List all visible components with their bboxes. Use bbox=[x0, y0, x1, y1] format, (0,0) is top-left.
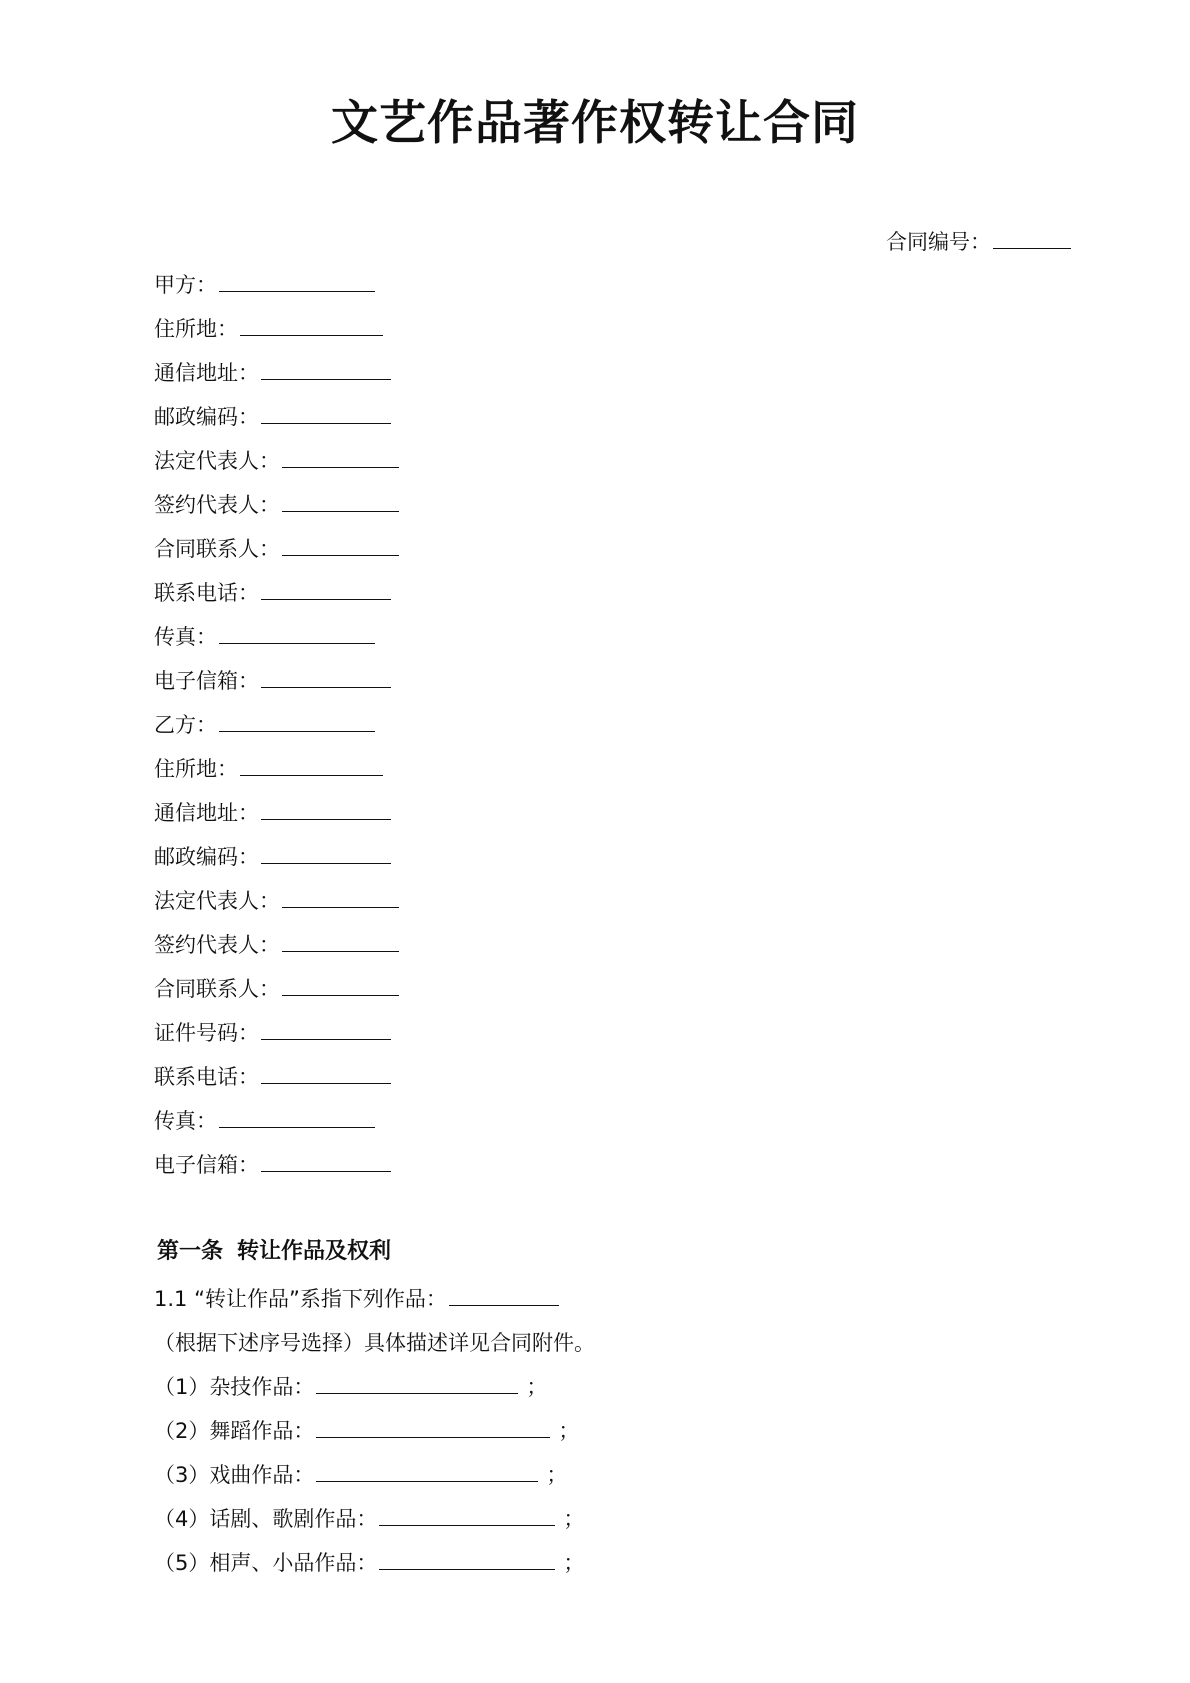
item-end: ； bbox=[526, 1375, 548, 1399]
party-a-phone-field bbox=[154, 576, 399, 620]
clause-note: （根据下述序号选择）具体描述详见合同附件。 bbox=[154, 1331, 595, 1355]
party-info-list bbox=[154, 268, 399, 1192]
fill-blank bbox=[261, 1149, 391, 1172]
contract-number-blank bbox=[993, 226, 1071, 249]
fill-blank bbox=[219, 269, 375, 292]
field-label: 邮政编码： bbox=[154, 405, 259, 429]
item-label: （1）杂技作品： bbox=[154, 1375, 315, 1399]
fill-blank bbox=[379, 1503, 555, 1526]
fill-blank bbox=[240, 753, 383, 776]
item-end: ； bbox=[563, 1507, 585, 1531]
fill-blank bbox=[449, 1283, 559, 1306]
party-b-email-field bbox=[154, 1148, 399, 1192]
party-b-legal-rep-field bbox=[154, 884, 399, 928]
party-b-id-number-field bbox=[154, 1016, 399, 1060]
fill-blank bbox=[282, 445, 399, 468]
field-label: 电子信箱： bbox=[154, 669, 259, 693]
field-label: 证件号码： bbox=[154, 1021, 259, 1045]
party-b-fax-field bbox=[154, 1104, 399, 1148]
field-label: 住所地： bbox=[154, 317, 238, 341]
item-end: ； bbox=[558, 1419, 580, 1443]
field-label: 法定代表人： bbox=[154, 449, 280, 473]
fill-blank bbox=[261, 797, 391, 820]
item-label: （5）相声、小品作品： bbox=[154, 1551, 378, 1575]
clause-1-1 bbox=[154, 1282, 595, 1326]
fill-blank bbox=[316, 1415, 550, 1438]
fill-blank bbox=[261, 841, 391, 864]
contract-number-label: 合同编号： bbox=[886, 230, 991, 254]
article-title: 转让作品及权利 bbox=[237, 1239, 392, 1264]
party-b-mailing-address-field bbox=[154, 796, 399, 840]
work-type-item bbox=[154, 1502, 595, 1546]
party-b-address-field bbox=[154, 752, 399, 796]
fill-blank bbox=[261, 401, 391, 424]
field-label: 传真： bbox=[154, 1109, 217, 1133]
field-label: 签约代表人： bbox=[154, 933, 280, 957]
fill-blank bbox=[261, 577, 391, 600]
field-label: 邮政编码： bbox=[154, 845, 259, 869]
fill-blank bbox=[282, 885, 399, 908]
fill-blank bbox=[282, 929, 399, 952]
field-label: 乙方： bbox=[154, 713, 217, 737]
field-label: 甲方： bbox=[154, 273, 217, 297]
article-number: 第一条 bbox=[157, 1239, 224, 1264]
fill-blank bbox=[219, 709, 375, 732]
field-label: 合同联系人： bbox=[154, 977, 280, 1001]
article-1-heading bbox=[157, 1236, 391, 1268]
document-title: 文艺作品著作权转让合同 bbox=[331, 96, 859, 151]
work-type-item bbox=[154, 1414, 595, 1458]
party-b-name-field bbox=[154, 708, 399, 752]
fill-blank bbox=[261, 665, 391, 688]
field-label: 签约代表人： bbox=[154, 493, 280, 517]
field-label: 通信地址： bbox=[154, 361, 259, 385]
party-b-postcode-field bbox=[154, 840, 399, 884]
clause-text: 1.1 “转让作品”系指下列作品： bbox=[154, 1287, 447, 1311]
fill-blank bbox=[282, 973, 399, 996]
party-b-signing-rep-field bbox=[154, 928, 399, 972]
party-a-name-field bbox=[154, 268, 399, 312]
party-a-signing-rep-field bbox=[154, 488, 399, 532]
fill-blank bbox=[261, 357, 391, 380]
field-label: 传真： bbox=[154, 625, 217, 649]
party-a-address-field bbox=[154, 312, 399, 356]
item-label: （3）戏曲作品： bbox=[154, 1463, 315, 1487]
party-a-fax-field bbox=[154, 620, 399, 664]
field-label: 电子信箱： bbox=[154, 1153, 259, 1177]
fill-blank bbox=[240, 313, 383, 336]
fill-blank bbox=[282, 489, 399, 512]
party-a-postcode-field bbox=[154, 400, 399, 444]
party-a-legal-rep-field bbox=[154, 444, 399, 488]
party-a-contact-field bbox=[154, 532, 399, 576]
contract-number-field bbox=[886, 226, 1071, 257]
field-label: 住所地： bbox=[154, 757, 238, 781]
fill-blank bbox=[379, 1547, 555, 1570]
article-1-clauses bbox=[154, 1282, 595, 1590]
field-label: 联系电话： bbox=[154, 581, 259, 605]
work-type-item bbox=[154, 1370, 595, 1414]
party-b-contact-field bbox=[154, 972, 399, 1016]
fill-blank bbox=[219, 1105, 375, 1128]
item-label: （2）舞蹈作品： bbox=[154, 1419, 315, 1443]
item-end: ； bbox=[546, 1463, 568, 1487]
fill-blank bbox=[261, 1061, 391, 1084]
item-end: ； bbox=[563, 1551, 585, 1575]
party-a-mailing-address-field bbox=[154, 356, 399, 400]
field-label: 法定代表人： bbox=[154, 889, 280, 913]
party-a-email-field bbox=[154, 664, 399, 708]
fill-blank bbox=[316, 1371, 518, 1394]
fill-blank bbox=[261, 1017, 391, 1040]
field-label: 合同联系人： bbox=[154, 537, 280, 561]
work-type-item bbox=[154, 1546, 595, 1590]
field-label: 联系电话： bbox=[154, 1065, 259, 1089]
field-label: 通信地址： bbox=[154, 801, 259, 825]
item-label: （4）话剧、歌剧作品： bbox=[154, 1507, 378, 1531]
fill-blank bbox=[219, 621, 375, 644]
party-b-phone-field bbox=[154, 1060, 399, 1104]
fill-blank bbox=[282, 533, 399, 556]
fill-blank bbox=[316, 1459, 538, 1482]
work-type-item bbox=[154, 1458, 595, 1502]
